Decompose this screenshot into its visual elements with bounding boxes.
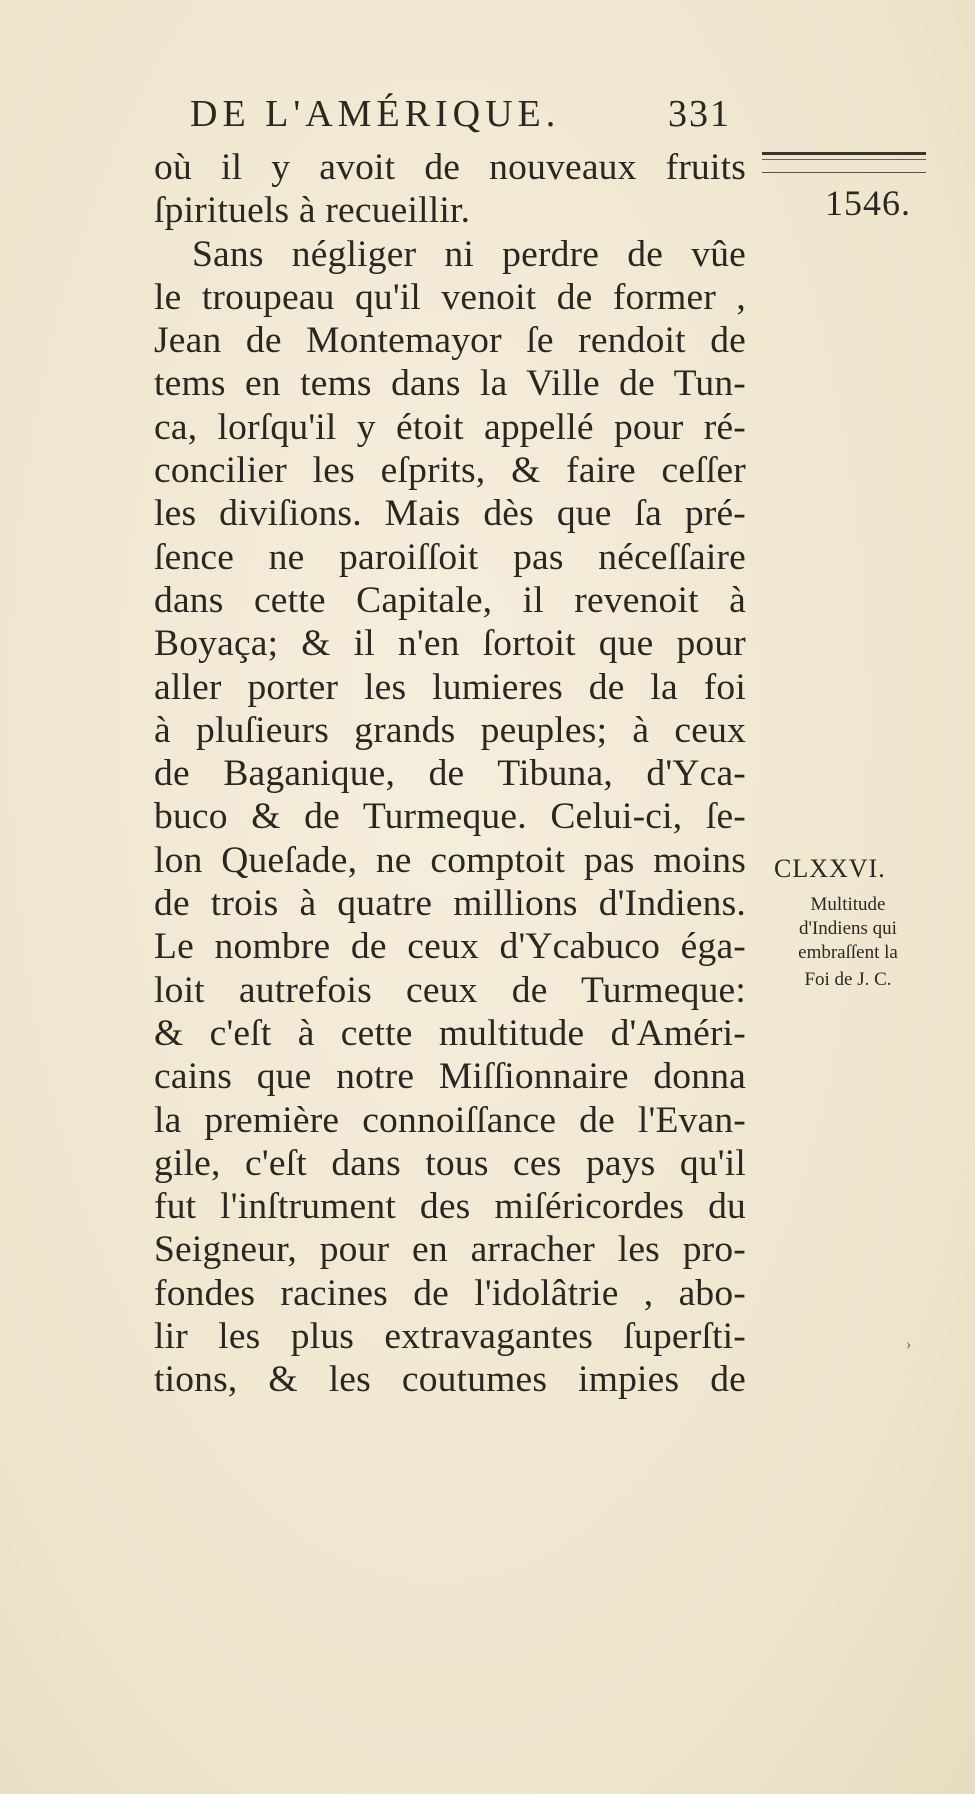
margin-note-line: d'Indiens qui	[799, 918, 897, 939]
text-line: où il y avoit de nouveaux fruits	[154, 147, 746, 188]
text-line: Sans négliger ni perdre de vûe	[192, 233, 746, 275]
text-line: gile, c'eſt dans tous ces pays qu'il	[154, 1142, 746, 1184]
text-line: le troupeau qu'il venoit de former ,	[154, 276, 746, 318]
margin-note-line: embraſſent la	[798, 942, 898, 963]
text-line: cains que notre Miſſionnaire donna	[154, 1056, 746, 1098]
text-line: de trois à quatre millions d'Indiens.	[154, 883, 746, 925]
text-line: aller porter les lumieres de la foi	[154, 666, 746, 708]
text-line: concilier les eſprits, & faire ceſſer	[154, 450, 746, 492]
text-line: lon Queſade, ne comptoit pas moins	[154, 839, 746, 881]
text-line: fondes racines de l'idolâtrie , abo-	[154, 1272, 746, 1314]
margin-note-line: Multitude	[810, 894, 886, 915]
margin-note-line: Foi de J. C.	[804, 969, 892, 990]
text-line: Seigneur, pour en arracher les pro-	[154, 1229, 746, 1271]
margin-rule	[762, 152, 926, 160]
margin-section-number: CLXXVI.	[774, 854, 886, 883]
text-line: Boyaça; & il n'en ſortoit que pour	[154, 623, 746, 665]
margin-rule-thin	[762, 172, 926, 173]
page-number: 331	[668, 93, 731, 135]
margin-year: 1546.	[825, 183, 911, 223]
text-line: de Baganique, de Tibuna, d'Yca-	[154, 753, 746, 795]
text-line: dans cette Capitale, il revenoit à	[154, 579, 746, 621]
text-line: buco & de Turmeque. Celui-ci, ſe-	[154, 796, 746, 838]
stray-mark: ›	[906, 1336, 912, 1353]
text-line: Le nombre de ceux d'Ycabuco éga-	[154, 926, 746, 968]
body-text	[154, 146, 746, 1402]
text-line: ca, lorſqu'il y étoit appellé pour ré-	[154, 406, 746, 448]
text-line: loit autrefois ceux de Turmeque:	[154, 969, 746, 1011]
running-title: DE L'AMÉRIQUE.	[190, 93, 561, 135]
text-line: fut l'inſtrument des miſéricordes du	[154, 1186, 746, 1228]
text-line: & c'eſt à cette multitude d'Améri-	[154, 1012, 746, 1054]
text-line: tems en tems dans la Ville de Tun-	[154, 363, 746, 405]
text-line: ſpirituels à recueillir.	[154, 190, 471, 232]
text-line: tions, & les coutumes impies de	[154, 1359, 746, 1401]
text-line: la première connoiſſance de l'Evan-	[154, 1099, 746, 1141]
text-line: ſence ne paroiſſoit pas néceſſaire	[154, 536, 746, 578]
text-line: lir les plus extravagantes ſuperſti-	[154, 1316, 746, 1358]
text-line: les diviſions. Mais dès que ſa pré-	[154, 493, 746, 535]
text-line: Jean de Montemayor ſe rendoit de	[154, 320, 746, 362]
text-line: à pluſieurs grands peuples; à ceux	[154, 709, 746, 751]
